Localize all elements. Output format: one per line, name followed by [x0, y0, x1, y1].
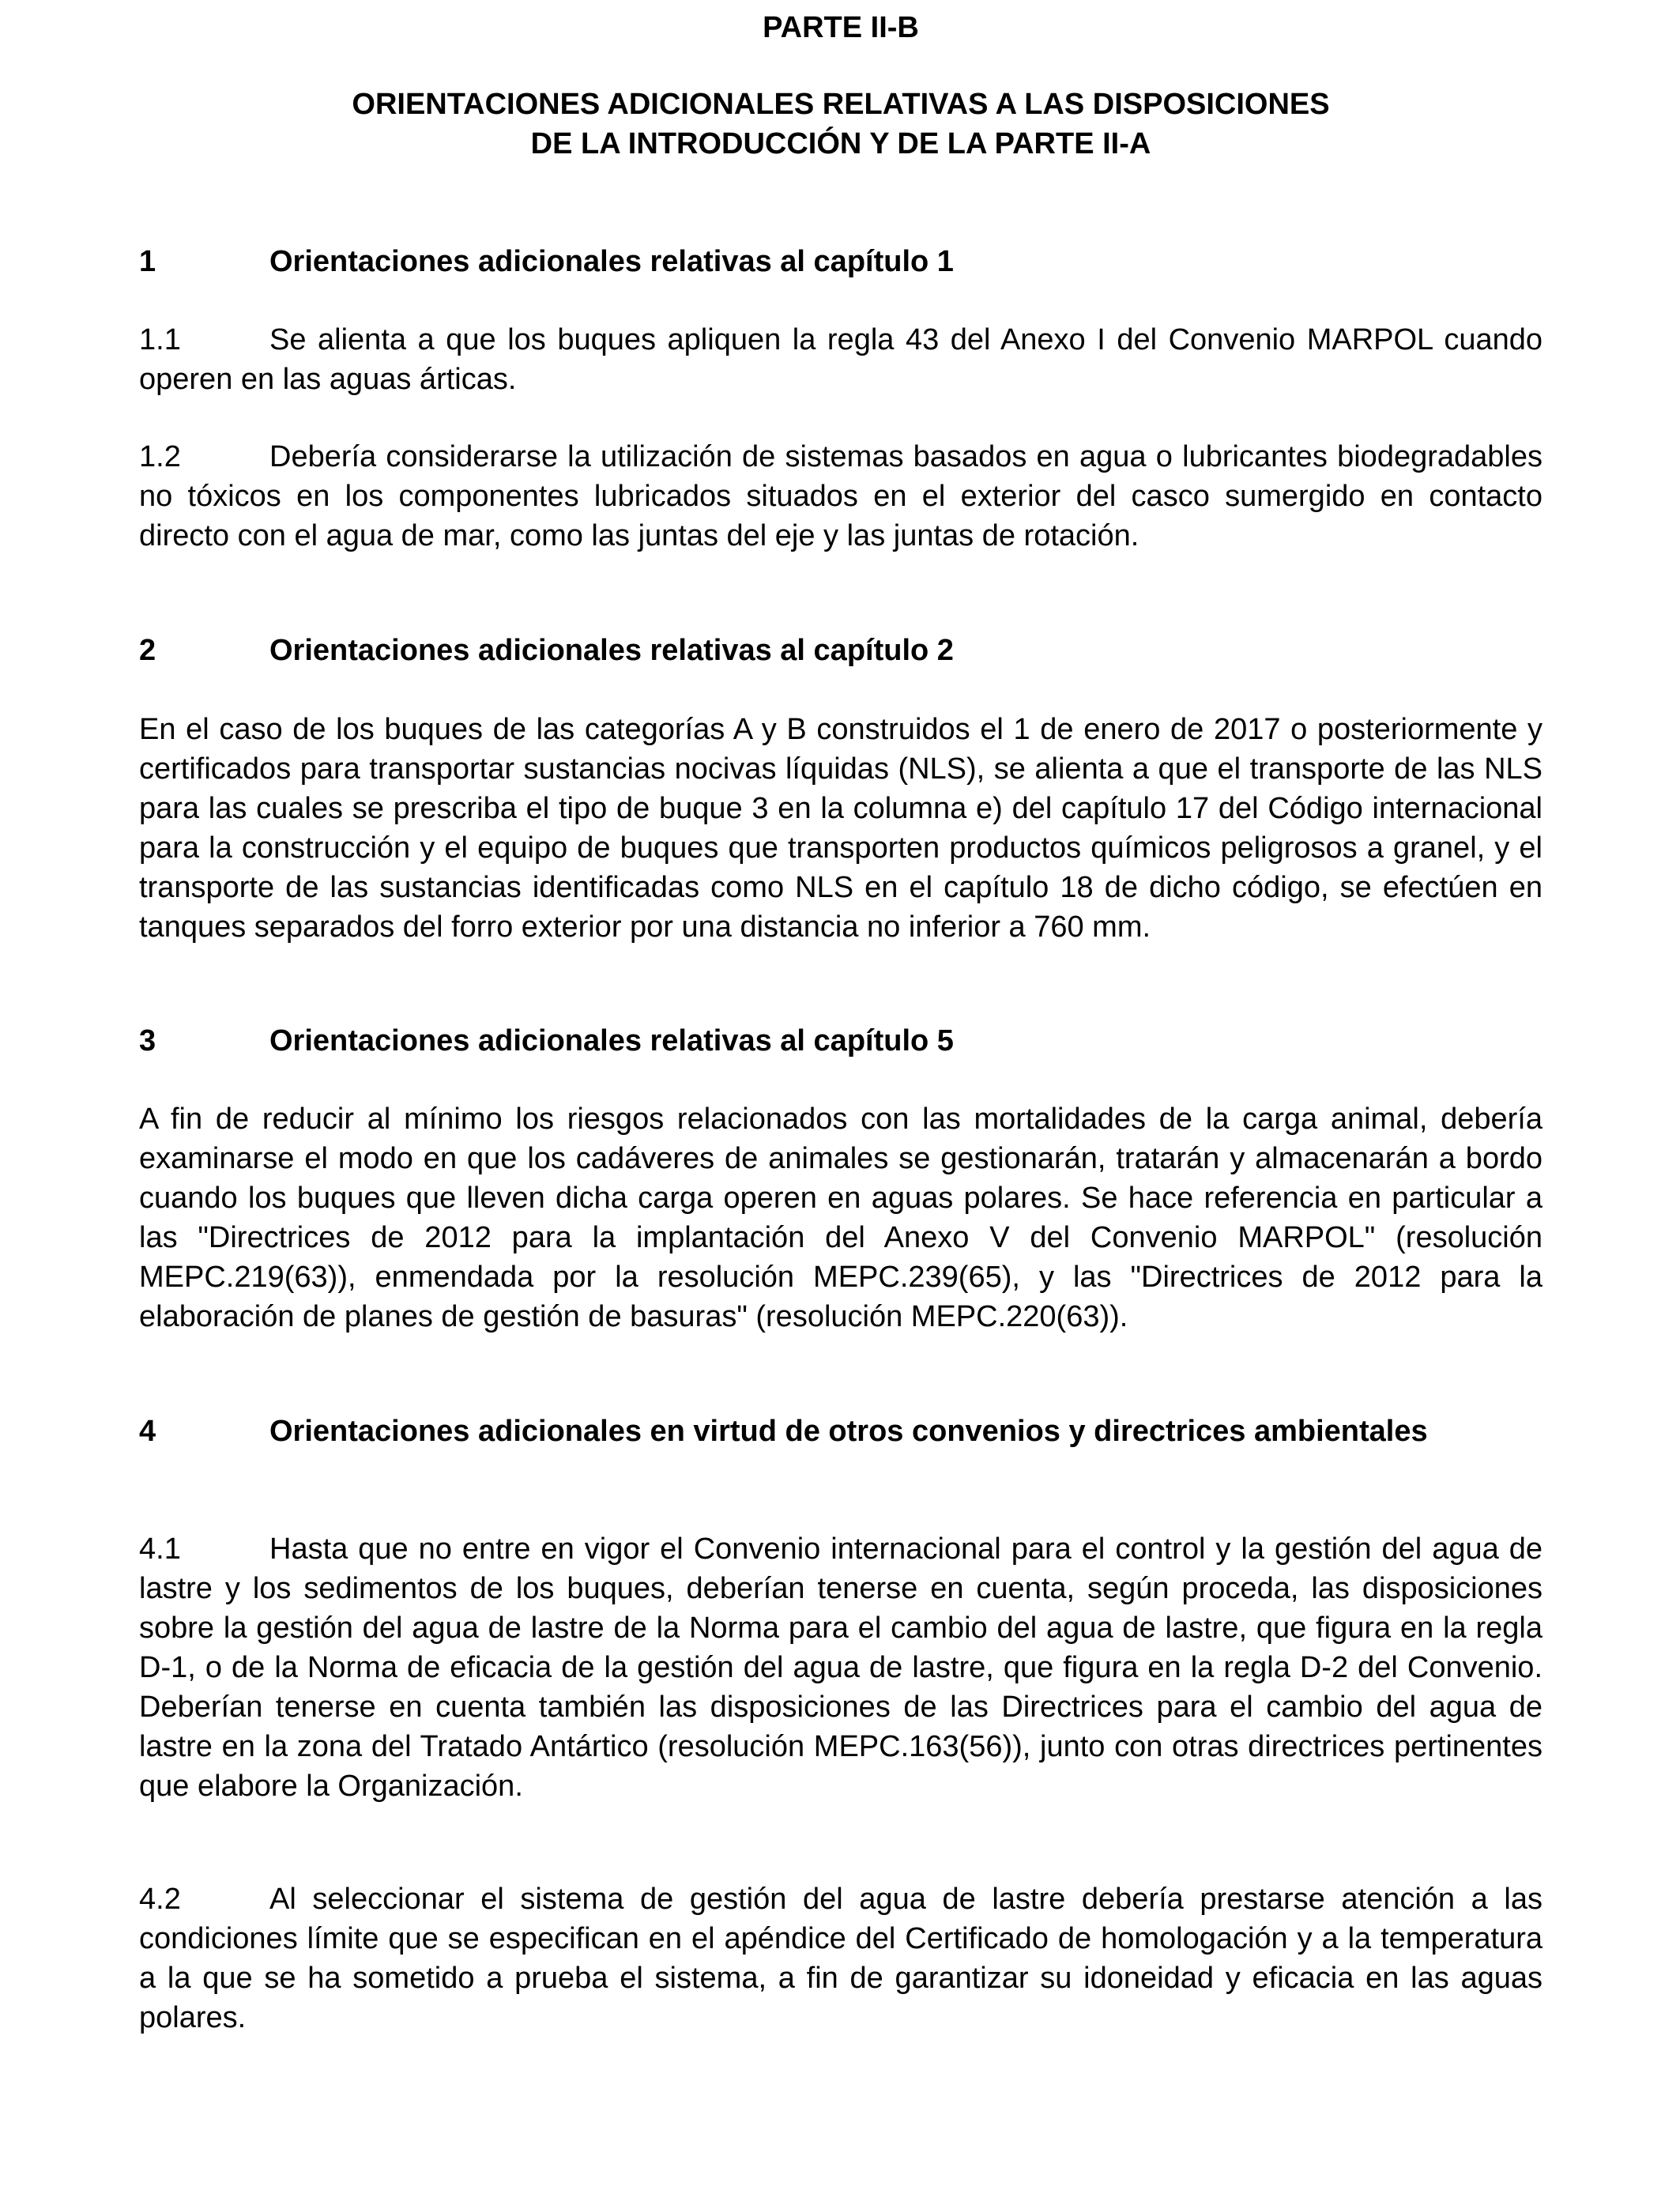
main-title: [139, 85, 1543, 164]
main-title-line-1: ORIENTACIONES ADICIONALES RELATIVAS A LAS DISPOSICIONES: [352, 88, 1330, 121]
paragraph-4-1: [139, 1529, 1543, 1806]
section-title: Orientaciones adicionales en virtud de otros convenios y directrices ambientales: [269, 1415, 1428, 1448]
paragraph-number: 1.1: [139, 323, 181, 356]
main-title-line-2: DE LA INTRODUCCIÓN Y DE LA PARTE II-A: [530, 127, 1151, 160]
paragraph-3: [139, 1099, 1543, 1336]
paragraph-2: [139, 710, 1543, 947]
section-number: 1: [139, 245, 156, 278]
paragraph-number: 4.1: [139, 1532, 181, 1566]
paragraph-4-2: [139, 1879, 1543, 2038]
paragraph-text: Al seleccionar el sistema de gestión del agua de lastre debería prestarse atención a las condiciones límite que se especifican en el apéndice del Certificado de homologación y a la temperatura a la que se ha sometido a prueba el sistema, a fin de garantizar su idoneidad y eficacia en las aguas polares.: [139, 1883, 1543, 2034]
paragraph-text: Debería considerarse la utilización de sistemas basados en agua o lubricantes biodegradables no tóxicos en los componentes lubricados situados en el exterior del casco sumergido en contacto directo con el agua de mar, como las juntas del eje y las juntas de rotación.: [139, 440, 1543, 552]
section-title: Orientaciones adicionales relativas al capítulo 5: [269, 1024, 954, 1057]
section-title: Orientaciones adicionales relativas al capítulo 1: [269, 245, 954, 278]
paragraph-text: En el caso de los buques de las categorías A y B construidos el 1 de enero de 2017 o posteriormente y certificados para transportar sustancias nocivas líquidas (NLS), se alienta a que el transporte de las NLS para las cuales se prescriba el tipo de buque 3 en la columna e) del capítulo 17 del Código internacional para la construcción y el equipo de buques que transporten productos químicos peligrosos a granel, y el transporte de las sustancias identificadas como NLS en el capítulo 18 de dicho código, se efectúen en tanques separados del forro exterior por una distancia no inferior a 760 mm.: [139, 713, 1543, 944]
paragraph-number: 1.2: [139, 440, 181, 473]
paragraph-number: 4.2: [139, 1883, 181, 1916]
section-number: 2: [139, 634, 156, 667]
section-number: 4: [139, 1415, 156, 1448]
paragraph-text: Se alienta a que los buques apliquen la regla 43 del Anexo I del Convenio MARPOL cuando operen en las aguas árticas.: [139, 323, 1543, 396]
paragraph-1-1: [139, 320, 1543, 399]
section-number: 3: [139, 1024, 156, 1057]
paragraph-text: Hasta que no entre en vigor el Convenio internacional para el control y la gestión del agua de lastre y los sedimentos de los buques, deberían tenerse en cuenta, según proceda, las disposiciones sobre la gestión del agua de lastre de la Norma para el cambio del agua de lastre, que figura en la regla D-1, o de la Norma de eficacia de la gestión del agua de lastre, que figura en la regla D-2 del Convenio. Deberían tenerse en cuenta también las disposiciones de las Directrices para el cambio del agua de lastre en la zona del Tratado Antártico (resolución MEPC.163(56)), junto con otras directrices pertinentes que elabore la Organización.: [139, 1532, 1543, 1803]
paragraph-text: A fin de reducir al mínimo los riesgos relacionados con las mortalidades de la carga animal, debería examinarse el modo en que los cadáveres de animales se gestionarán, tratarán y almacenarán a bordo cuando los buques que lleven dicha carga operen en aguas polares. Se hace referencia en particular a las "Directrices de 2012 para la implantación del Anexo V del Convenio MARPOL" (resolución MEPC.219(63)), enmendada por la resolución MEPC.239(65), y las "Directrices de 2012 para la elaboración de planes de gestión de basuras" (resolución MEPC.220(63)).: [139, 1103, 1543, 1333]
section-title: Orientaciones adicionales relativas al capítulo 2: [269, 634, 954, 667]
part-title: PARTE II-B: [763, 11, 919, 44]
paragraph-1-2: [139, 437, 1543, 556]
